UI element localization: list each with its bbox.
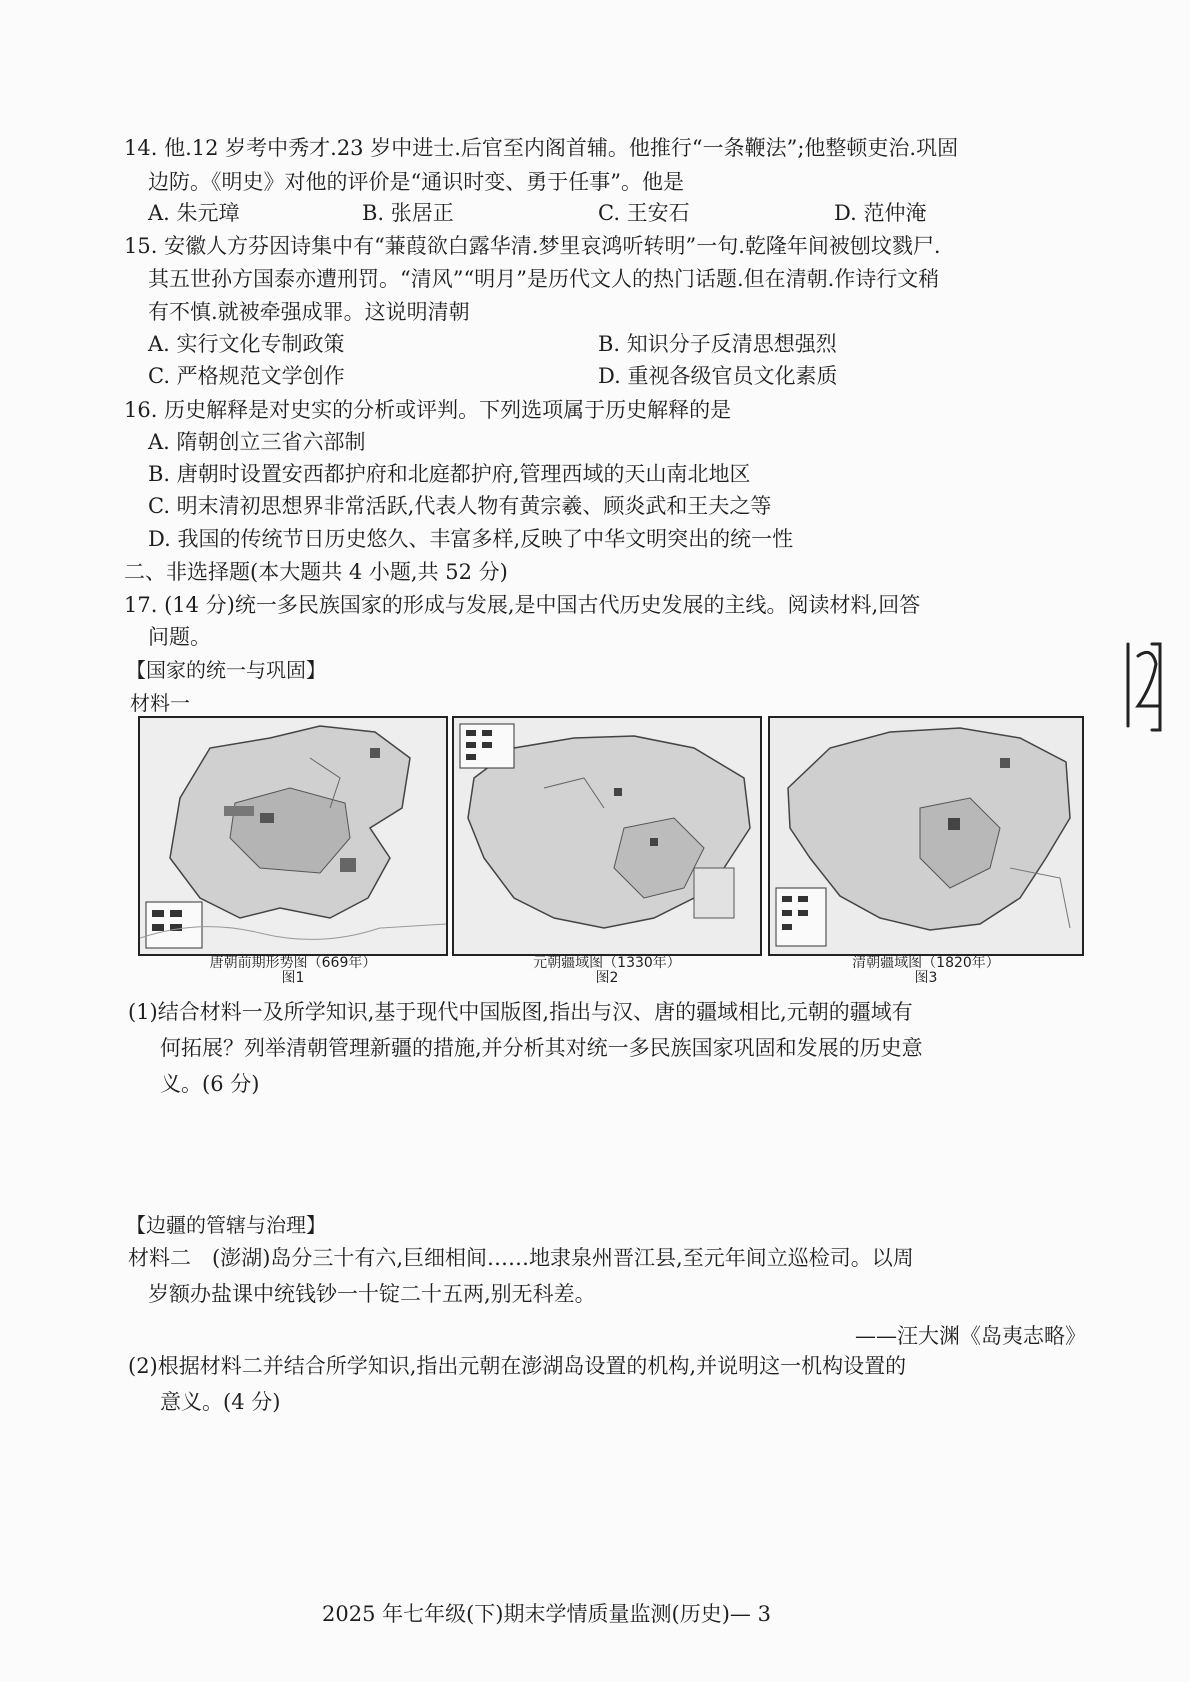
q17-stem-line1: 17. (14 分)统一多民族国家的形成与发展,是中国古代历史发展的主线。阅读材料,回答: [124, 593, 921, 617]
section-title-frontier: 【边疆的管辖与治理】: [126, 1213, 326, 1237]
q16-option-b: B. 唐朝时设置安西都护府和北庭都护府,管理西域的天山南北地区: [148, 462, 751, 486]
q14-option-d: D. 范仲淹: [834, 201, 927, 225]
material-two-line2: 岁额办盐课中统钱钞一十锭二十五两,别无科差。: [148, 1282, 596, 1306]
q17-sub1-line3: 义。(6 分): [160, 1072, 260, 1096]
q17-sub1-line2: 何拓展？列举清朝管理新疆的措施,并分析其对统一多民族国家巩固和发展的历史意: [160, 1036, 923, 1060]
q15-option-a: A. 实行文化专制政策: [148, 332, 345, 356]
map-yuan-dynasty: [452, 716, 762, 956]
map2-caption: [452, 956, 762, 986]
material-one-label: 材料一: [130, 691, 190, 715]
q17-stem-line2: 问题。: [148, 625, 211, 649]
map3-caption: [768, 956, 1084, 986]
q15-stem-line2: 其五世孙方国泰亦遭刑罚。“清风”“明月”是历代文人的热门话题.但在清朝.作诗行文稍: [148, 267, 940, 291]
map-qing-dynasty: [768, 716, 1084, 956]
map3-title: 清朝疆域图（1820年）: [852, 955, 1000, 971]
section-title-unification: 【国家的统一与巩固】: [126, 658, 326, 682]
q16-option-d: D. 我国的传统节日历史悠久、丰富多样,反映了中华文明突出的统一性: [148, 527, 794, 551]
q15-stem-line3: 有不慎.就被牵强成罪。这说明清朝: [148, 300, 470, 324]
q17-sub2-line2: 意义。(4 分): [160, 1390, 281, 1414]
q15-option-d: D. 重视各级官员文化素质: [598, 364, 838, 388]
material-two-source: ——汪大渊《岛夷志略》: [855, 1324, 1086, 1348]
q15-option-c: C. 严格规范文学创作: [148, 364, 345, 388]
map-qing-image: [770, 718, 1082, 954]
map1-caption: [138, 956, 448, 986]
q14-option-b: B. 张居正: [362, 201, 454, 225]
material-two-line1: 材料二 (澎湖)岛分三十有六,巨细相间……地隶泉州晋江县,至元年间立巡检司。以周: [128, 1246, 914, 1270]
handwritten-mark: [1122, 636, 1164, 734]
q16-option-c: C. 明末清初思想界非常活跃,代表人物有黄宗羲、顾炎武和王夫之等: [148, 494, 772, 518]
q17-sub2-line1: (2)根据材料二并结合所学知识,指出元朝在澎湖岛设置的机构,并说明这一机构设置的: [128, 1354, 907, 1378]
q17-sub1-line1: (1)结合材料一及所学知识,基于现代中国版图,指出与汉、唐的疆域相比,元朝的疆域有: [128, 1000, 913, 1024]
map-tang-dynasty: [138, 716, 448, 956]
map2-figure-number: 图2: [595, 970, 619, 986]
section-heading: 二、非选择题(本大题共 4 小题,共 52 分): [124, 560, 508, 584]
q14-stem-line2: 边防。《明史》对他的评价是“通识时变、勇于任事”。他是: [148, 170, 684, 194]
map3-figure-number: 图3: [914, 970, 938, 986]
q14-stem-line1: 14. 他.12 岁考中秀才.23 岁中进士.后官至内阁首辅。他推行“一条鞭法”;他整顿吏治.巩固: [124, 136, 959, 160]
map1-figure-number: 图1: [281, 970, 305, 986]
q14-option-c: C. 王安石: [598, 201, 690, 225]
q15-stem-line1: 15. 安徽人方芬因诗集中有“蒹葭欲白露华清.梦里哀鸿听转明”一句.乾隆年间被刨坟戮尸.: [124, 234, 941, 258]
q15-option-b: B. 知识分子反清思想强烈: [598, 332, 837, 356]
page-footer: 2025 年七年级(下)期末学情质量监测(历史)— 3: [322, 1602, 771, 1626]
map1-title: 唐朝前期形势图（669年）: [209, 955, 377, 971]
map-tang-image: [140, 718, 446, 954]
q14-option-a: A. 朱元璋: [148, 201, 240, 225]
q16-option-a: A. 隋朝创立三省六部制: [148, 430, 366, 454]
q16-stem: 16. 历史解释是对史实的分析或评判。下列选项属于历史解释的是: [124, 398, 732, 422]
map-yuan-image: [454, 718, 760, 954]
historical-maps: [138, 716, 1084, 952]
map2-title: 元朝疆域图（1330年）: [533, 955, 681, 971]
